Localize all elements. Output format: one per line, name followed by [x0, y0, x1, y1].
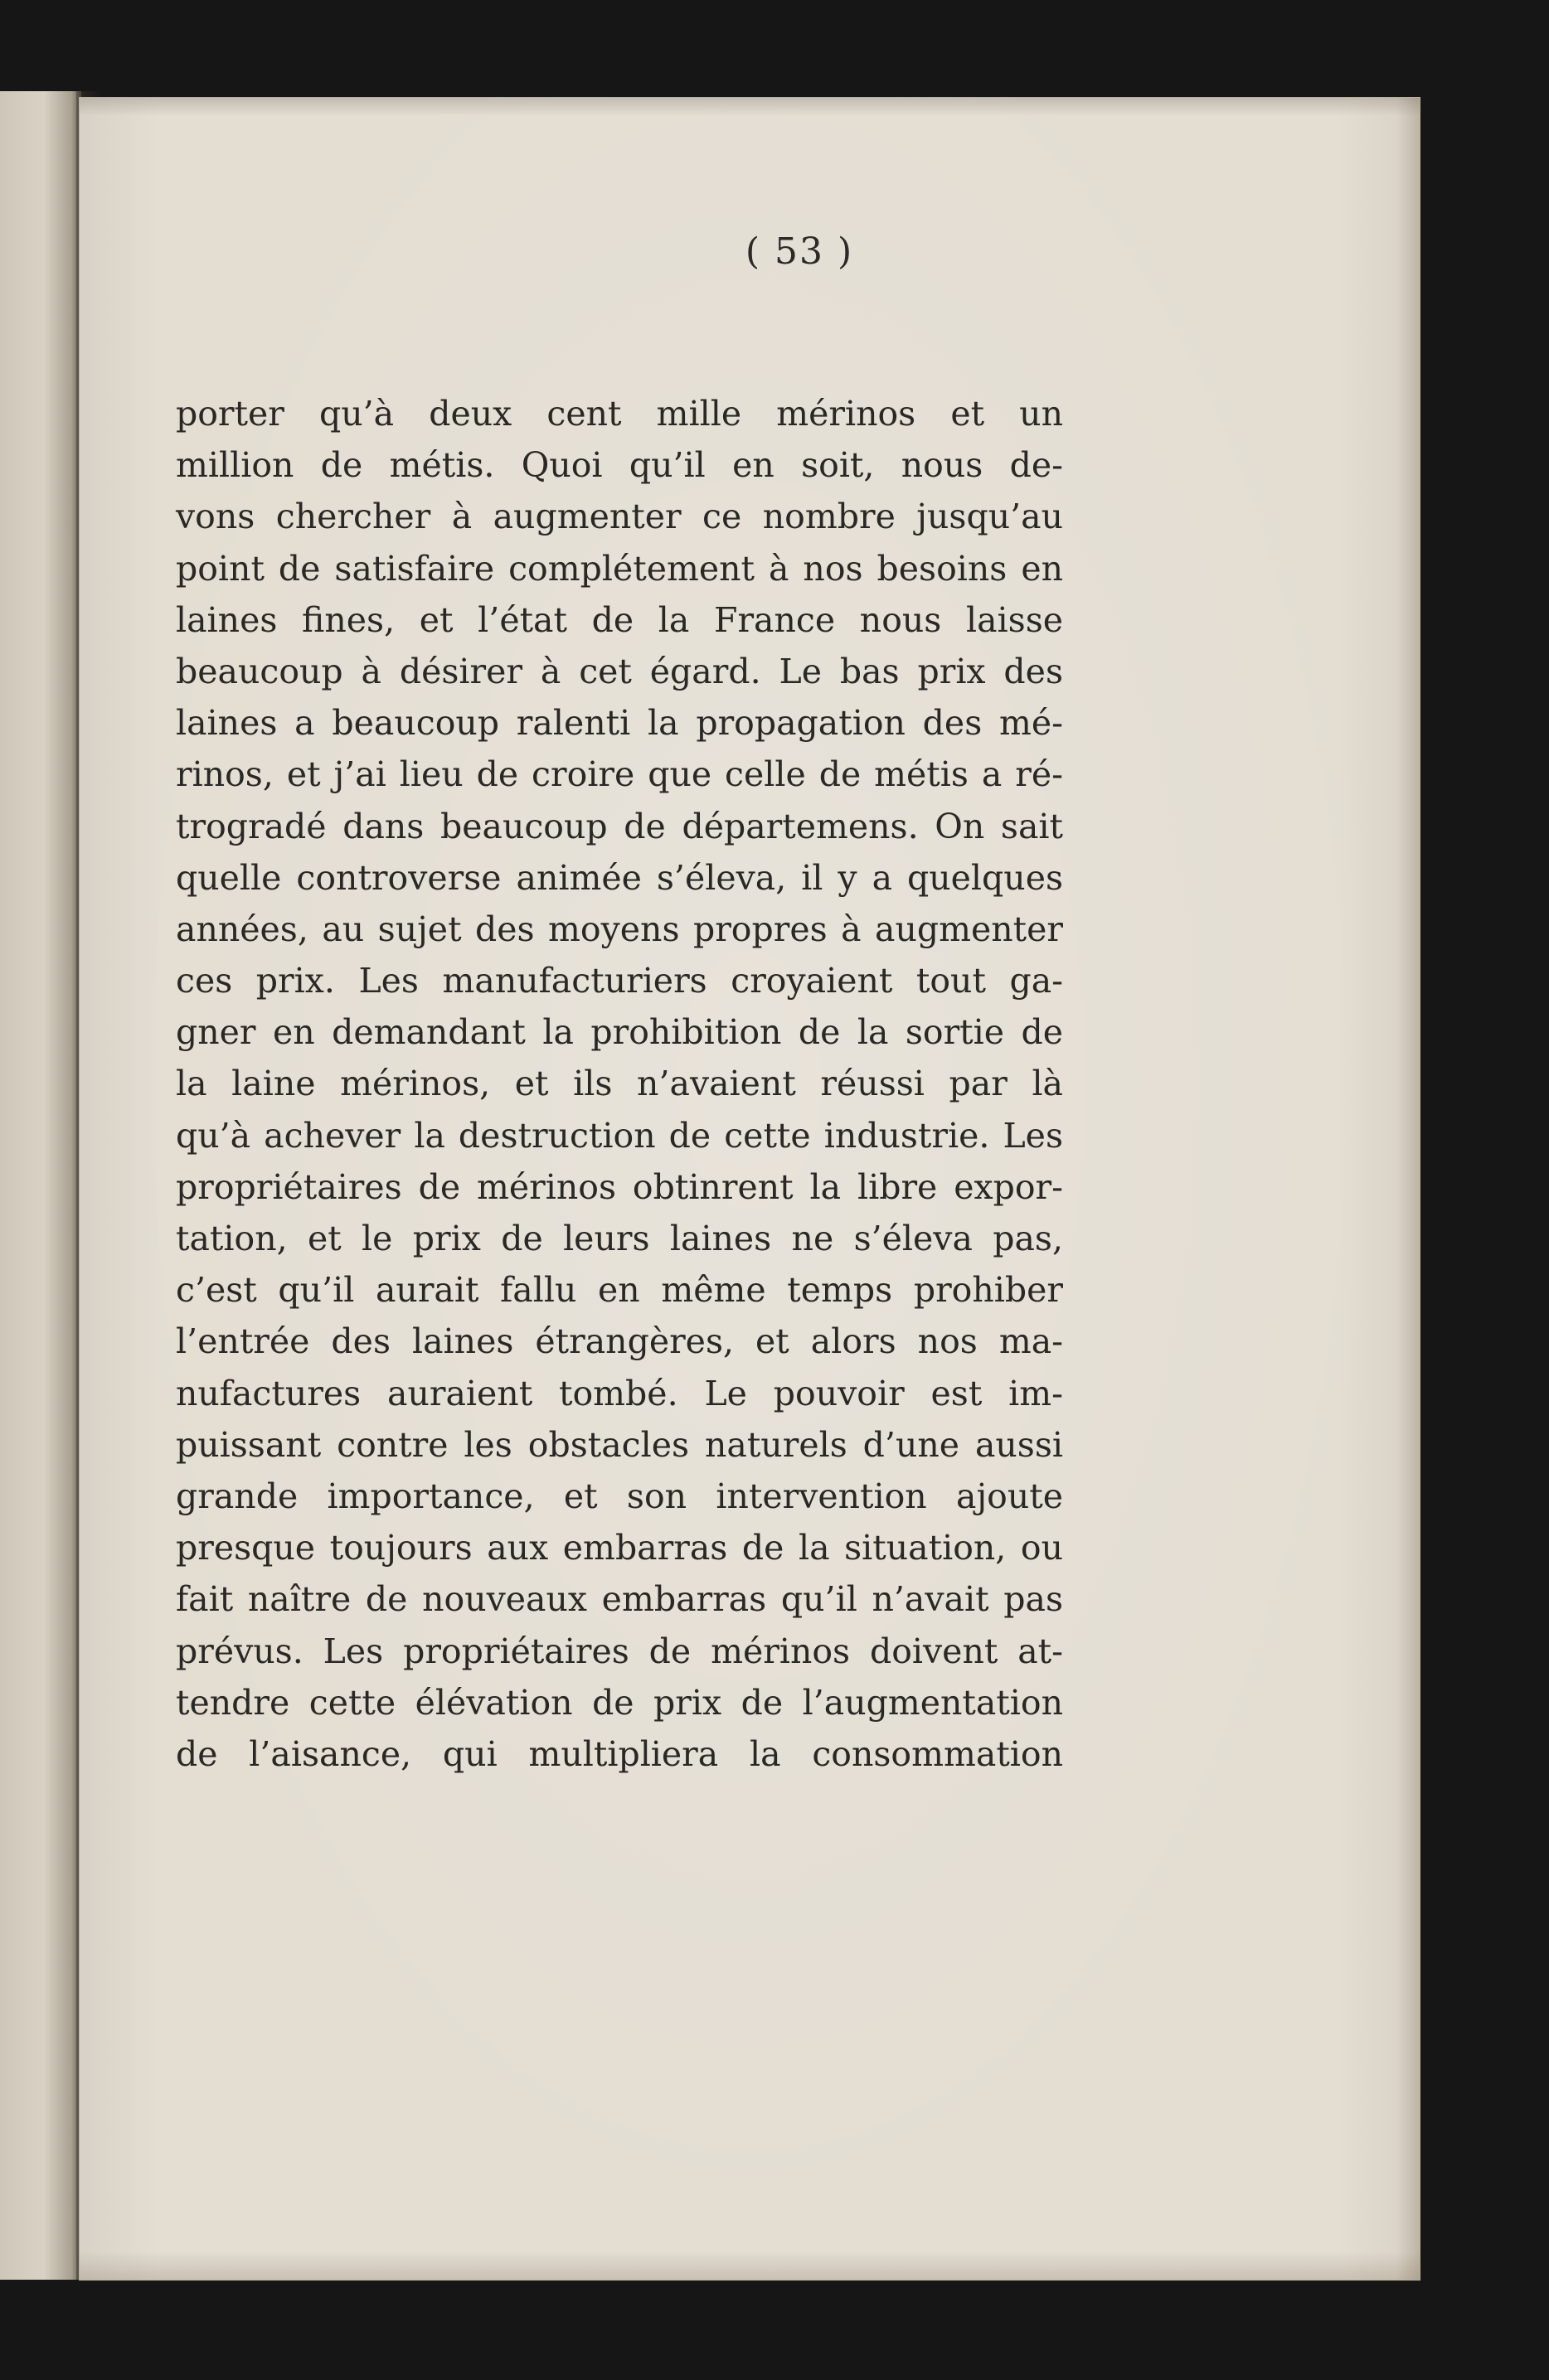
text-line: presque toujours aux embarras de la situation, ou [176, 1528, 1063, 1568]
text-line: gner en demandant la prohibition de la sortie de [176, 1012, 1063, 1053]
facing-page-edge [0, 91, 81, 2280]
text-line: ces prix. Les manufacturiers croyaient tout ga- [176, 961, 1063, 1001]
text-line: tation, et le prix de leurs laines ne s’éleva pas, [176, 1219, 1063, 1258]
text-line: qu’à achever la destruction de cette industrie. Les [176, 1115, 1063, 1156]
page-right-edge [1396, 98, 1420, 2280]
text-line: nufactures auraient tombé. Le pouvoir est im- [176, 1373, 1063, 1413]
text-line: la laine mérinos, et ils n’avaient réussi par là [176, 1064, 1063, 1104]
text-line: années, au sujet des moyens propres à augmenter [176, 909, 1063, 949]
page-bottom-edge [80, 2252, 1420, 2280]
text-line: trogradé dans beaucoup de départemens. On sait [176, 806, 1063, 846]
text-line: puissant contre les obstacles naturels d’une aussi [176, 1424, 1063, 1465]
text-line: l’entrée des laines étrangères, et alors nos ma- [176, 1321, 1063, 1362]
page-top-edge [80, 98, 1420, 116]
page-number: ( 53 ) [745, 230, 854, 273]
text-line: beaucoup à désirer à cet égard. Le bas prix des [176, 651, 1063, 691]
text-line: propriétaires de mérinos obtinrent la libre expor- [176, 1166, 1063, 1207]
text-line: porter qu’à deux cent mille mérinos et un [176, 394, 1063, 434]
text-line: rinos, et j’ai lieu de croire que celle de métis a ré- [176, 754, 1063, 795]
text-line: c’est qu’il aurait fallu en même temps prohiber [176, 1270, 1063, 1311]
text-line: tendre cette élévation de prix de l’augmentation [176, 1682, 1063, 1723]
text-line: vons chercher à augmenter ce nombre jusqu’au [176, 497, 1063, 537]
text-line: laines fines, et l’état de la France nous laisse [176, 599, 1063, 640]
text-line: quelle controverse animée s’éleva, il y a quelques [176, 857, 1063, 898]
text-line: grande importance, et son intervention ajoute [176, 1476, 1063, 1516]
text-line: prévus. Les propriétaires de mérinos doivent at- [176, 1631, 1063, 1671]
text-line: laines a beaucoup ralenti la propagation des mé- [176, 703, 1063, 744]
text-line: point de satisfaire complétement à nos besoins en [176, 548, 1063, 589]
text-line: de l’aisance, qui multipliera la consommation [176, 1733, 1063, 1774]
body-text [176, 388, 1063, 1780]
text-line: million de métis. Quoi qu’il en soit, nous de- [176, 445, 1063, 486]
text-line: fait naître de nouveaux embarras qu’il n’avait pas [176, 1579, 1063, 1620]
